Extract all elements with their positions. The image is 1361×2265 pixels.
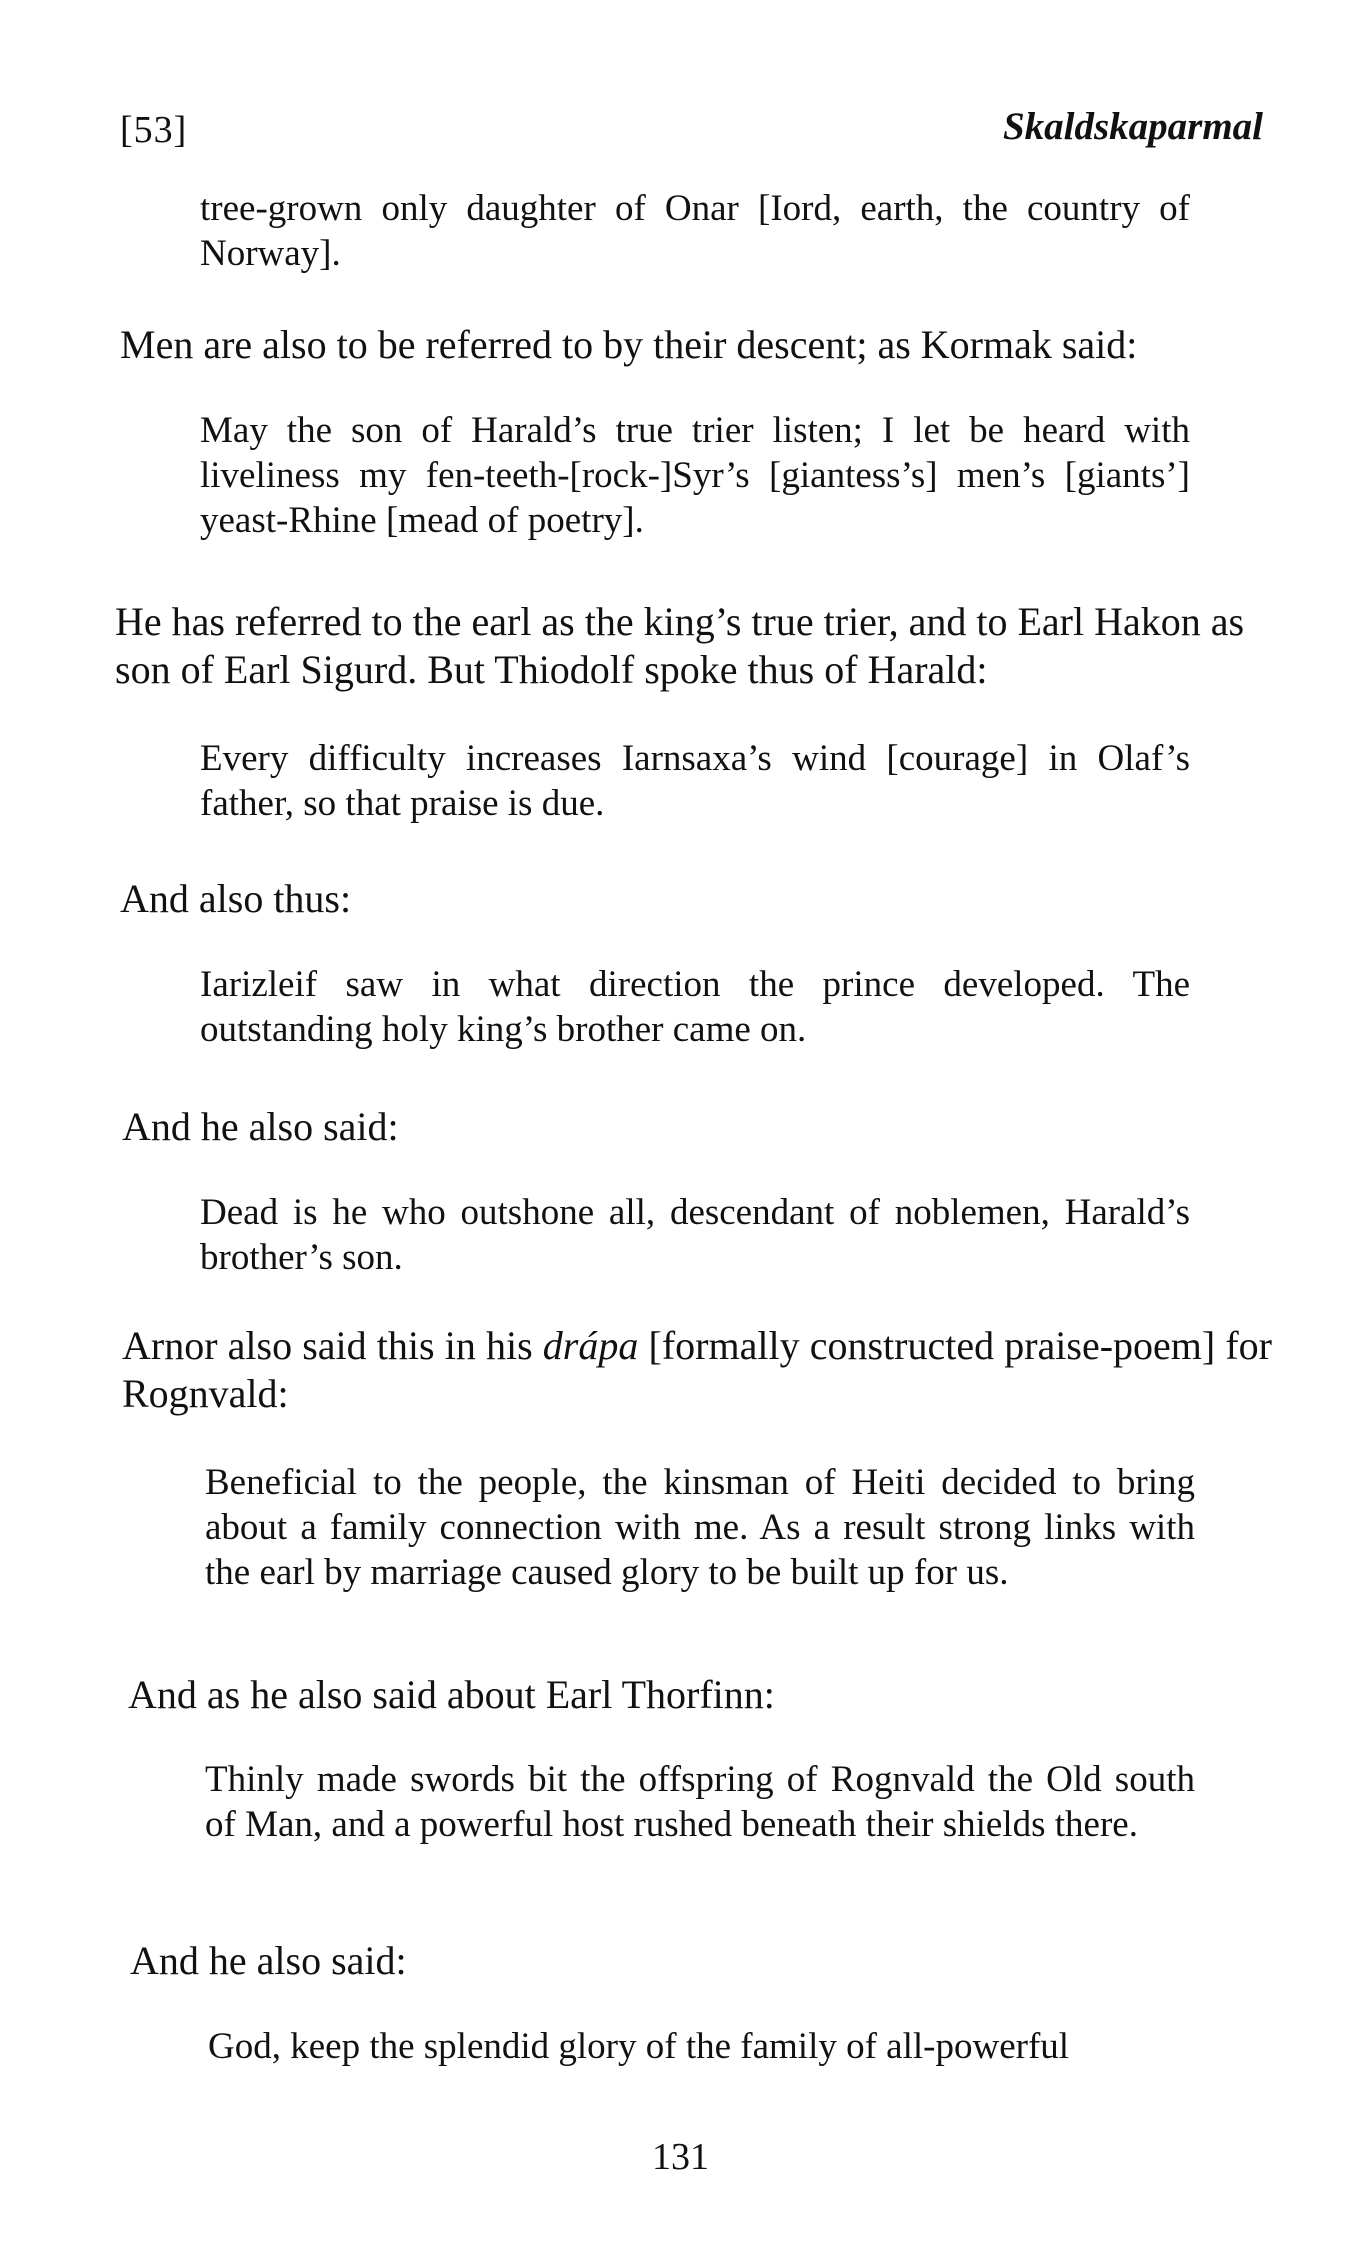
- prose-paragraph: And as he also said about Earl Thorfinn:: [128, 1672, 775, 1717]
- verse-paragraph: Thinly made swords bit the offspring of Rognvald the Old south of Man, and a powerful host rushed beneath their shields there.: [205, 1759, 1195, 1845]
- prose-paragraph: [122, 1322, 1272, 1418]
- prose-paragraph: He has referred to the earl as the king’s true trier, and to Earl Hakon as son of Earl Sigurd. But Thiodolf spoke thus of Harald:: [115, 599, 1245, 692]
- running-title: Skaldskaparmal: [1002, 105, 1263, 148]
- prose-paragraph: And he also said:: [122, 1104, 399, 1149]
- prose-paragraph: And also thus:: [120, 876, 352, 921]
- verse-paragraph: tree-grown only daughter of Onar [Iord, earth, the country of Norway].: [200, 188, 1190, 274]
- verse-paragraph: Dead is he who outshone all, descendant of noblemen, Harald’s brother’s son.: [200, 1192, 1190, 1278]
- prose-text: Arnor also said this in his: [122, 1323, 543, 1368]
- section-number: [53]: [120, 109, 188, 151]
- verse-paragraph: Iarizleif saw in what direction the prince developed. The outstanding holy king’s brother came on.: [200, 964, 1190, 1050]
- verse-paragraph: God, keep the splendid glory of the family of all-powerful: [208, 2026, 1070, 2067]
- verse-paragraph: May the son of Harald’s true trier listen; I let be heard with liveliness my fen-teeth-[rock-]Syr’s [giantess’s] men’s [giants’] yeast-Rhine [mead of poetry].: [200, 410, 1190, 541]
- prose-paragraph: Men are also to be referred to by their descent; as Kormak said:: [120, 322, 1138, 367]
- prose-text: [formally constructed praise-poem] for Rognvald:: [122, 1323, 1272, 1416]
- italic-term: drápa: [542, 1323, 639, 1368]
- prose-paragraph: And he also said:: [130, 1938, 407, 1983]
- page-number: 131: [652, 2136, 709, 2178]
- verse-paragraph: Every difficulty increases Iarnsaxa’s wind [courage] in Olaf’s father, so that praise is due.: [200, 738, 1190, 824]
- verse-paragraph: Beneficial to the people, the kinsman of Heiti decided to bring about a family connection with me. As a result strong links with the earl by marriage caused glory to be built up for us.: [205, 1462, 1195, 1593]
